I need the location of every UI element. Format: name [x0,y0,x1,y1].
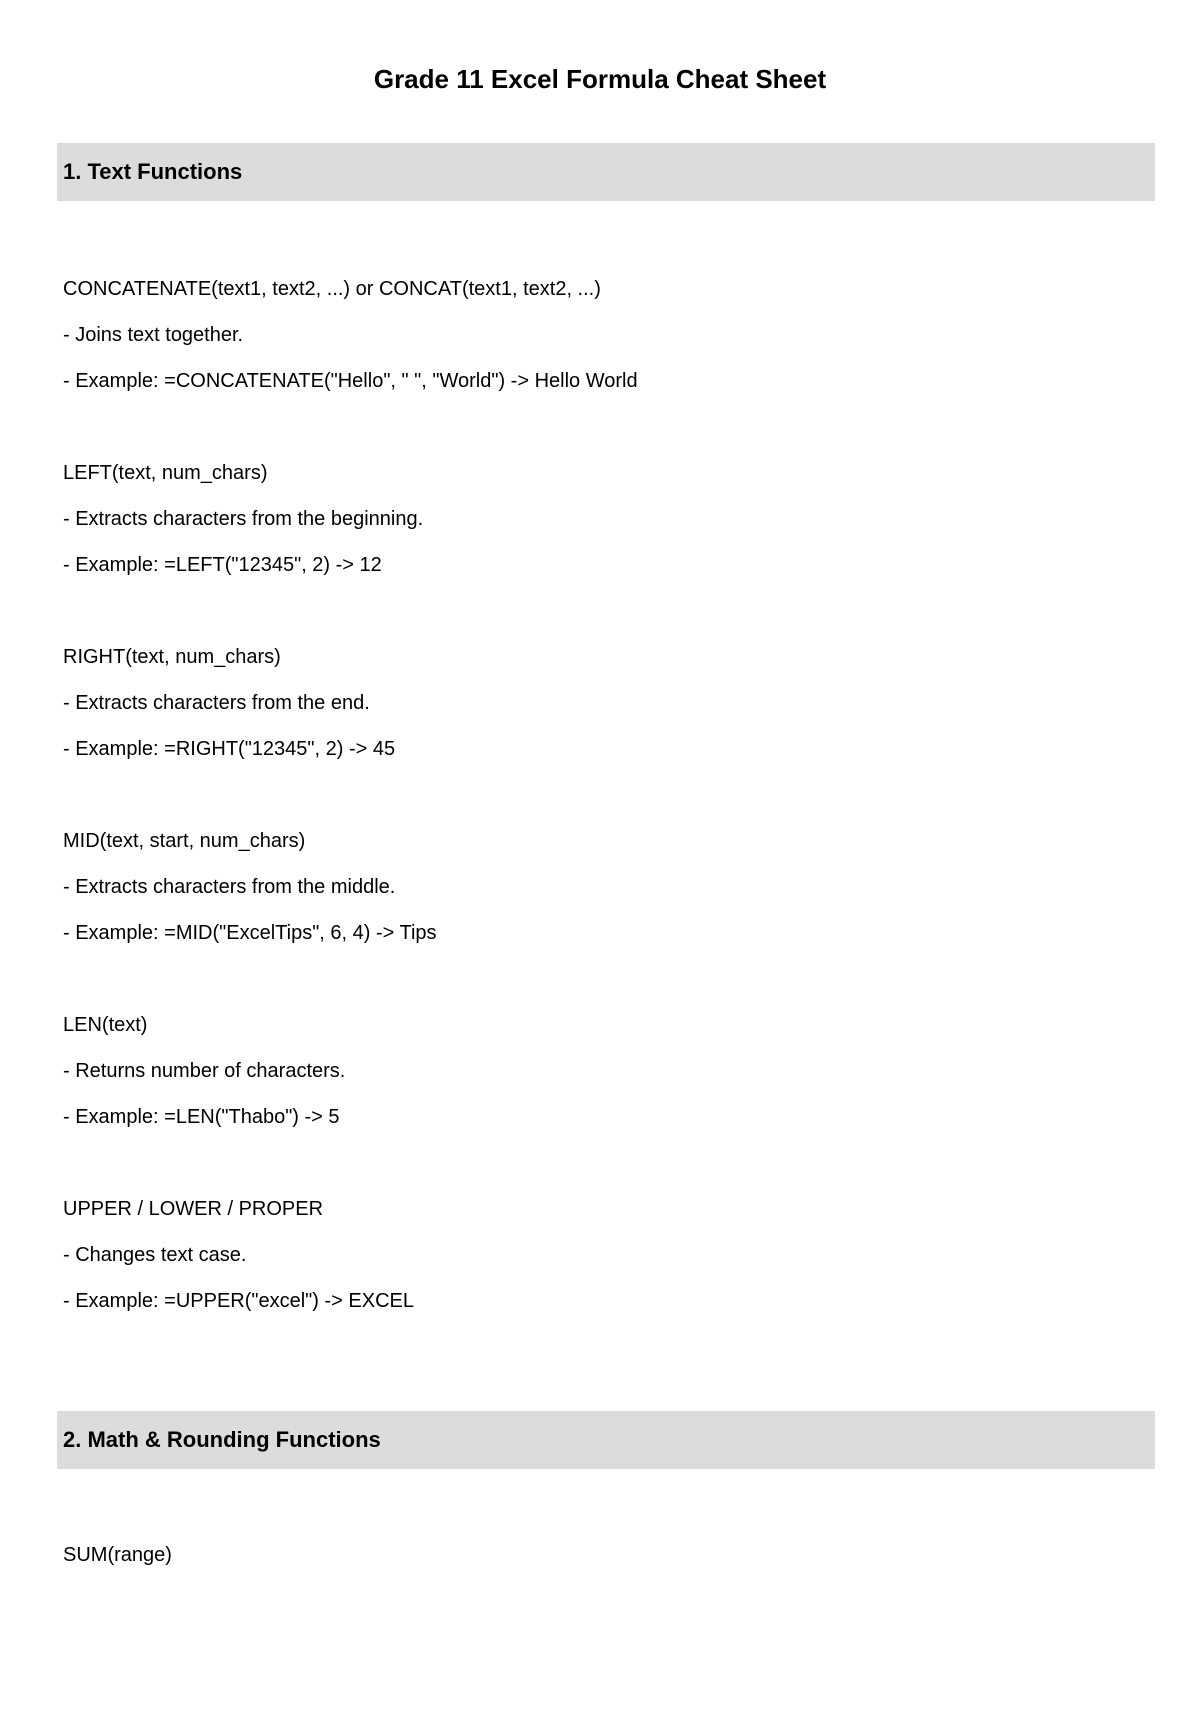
function-entry-sum [63,1532,1143,1716]
function-entry-len [63,1002,1143,1186]
function-entry-right [63,634,1143,818]
function-signature: SUM(range) [63,1544,172,1566]
section-header-math-rounding-functions: 2. Math & Rounding Functions [57,1411,1155,1469]
function-example: - Example: =CONCATENATE("Hello", " ", "World") -> Hello World [63,370,638,392]
function-entry-left [63,450,1143,634]
function-example: - Example: =MID("ExcelTips", 6, 4) -> Tips [63,922,437,944]
function-entry-concatenate [63,266,1143,450]
text-functions-list [63,266,1143,1370]
function-entry-upper-lower-proper [63,1186,1143,1370]
function-signature: LEN(text) [63,1014,148,1036]
page-title: Grade 11 Excel Formula Cheat Sheet [373,64,827,94]
function-description: - Returns number of characters. [63,1060,346,1082]
function-description: - Extracts characters from the beginning. [63,508,424,530]
math-functions-list [63,1532,1143,1716]
function-description: - Extracts characters from the middle. [63,876,396,898]
function-example: - Example: =UPPER("excel") -> EXCEL [63,1290,414,1312]
function-example: - Example: =RIGHT("12345", 2) -> 45 [63,738,396,760]
function-description: - Extracts characters from the end. [63,692,370,714]
function-signature: UPPER / LOWER / PROPER [63,1198,324,1220]
function-description: - Changes text case. [63,1244,247,1266]
function-signature: LEFT(text, num_chars) [63,462,268,484]
function-example: - Example: =LEN("Thabo") -> 5 [63,1106,340,1128]
function-signature: RIGHT(text, num_chars) [63,646,281,668]
function-description: - Joins text together. [63,324,244,346]
function-signature: MID(text, start, num_chars) [63,830,306,852]
section-header-text-functions: 1. Text Functions [57,143,1155,201]
function-signature: CONCATENATE(text1, text2, ...) or CONCAT(text1, text2, ...) [63,278,601,300]
function-example: - Example: =LEFT("12345", 2) -> 12 [63,554,382,576]
function-entry-mid [63,818,1143,1002]
